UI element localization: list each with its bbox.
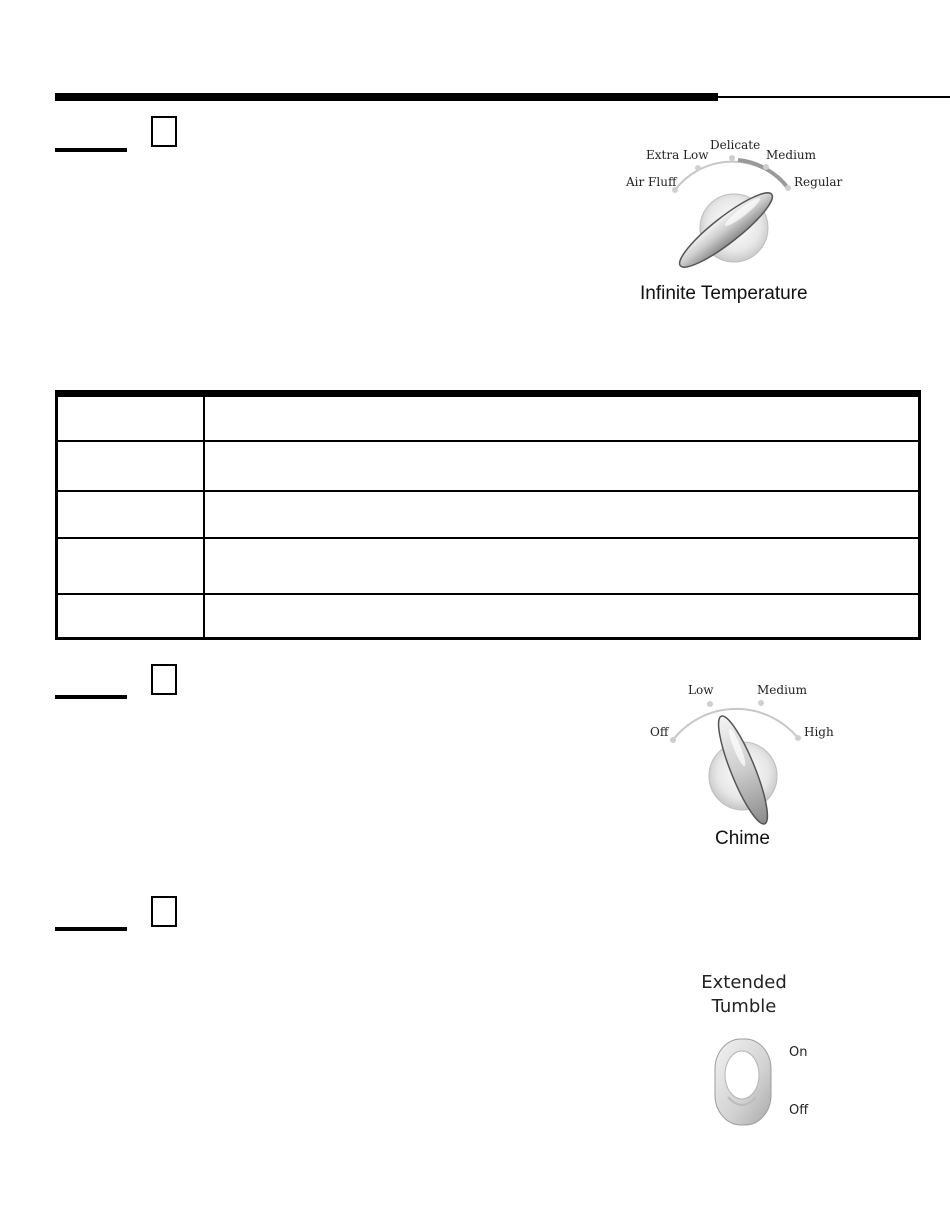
table-cell <box>204 441 920 491</box>
rocker-switch-icon <box>710 1035 780 1130</box>
table-cell <box>204 594 920 639</box>
chime-dial-caption: Chime <box>715 828 770 849</box>
switch-off-label: Off <box>789 1103 809 1118</box>
extended-tumble-caption-line2: Tumble <box>711 996 777 1017</box>
temperature-dial-knob-icon <box>600 130 860 280</box>
section-underline <box>55 695 127 699</box>
chime-setting-high: High <box>804 725 834 739</box>
header-rule-thick <box>55 93 718 101</box>
table-cell <box>57 441 205 491</box>
section-number-box <box>151 664 177 695</box>
section-number-box <box>151 896 177 927</box>
table-row <box>57 441 920 491</box>
settings-table <box>55 390 921 640</box>
table-cell <box>57 594 205 639</box>
table-cell <box>57 538 205 594</box>
chime-setting-off: Off <box>650 725 669 739</box>
table-cell <box>204 491 920 538</box>
section-number-box <box>151 116 177 147</box>
section-underline <box>55 148 127 152</box>
temperature-setting-medium: Medium <box>766 148 817 162</box>
header-rule-thin <box>718 96 950 98</box>
table-row <box>57 491 920 538</box>
table-row <box>57 394 920 441</box>
temperature-setting-air-fluff: Air Fluff <box>626 175 677 189</box>
section-underline <box>55 927 127 931</box>
temperature-setting-extra-low: Extra Low <box>646 148 709 162</box>
extended-tumble-caption-line1: Extended <box>701 972 787 993</box>
extended-tumble-caption <box>684 971 804 1019</box>
temperature-dial-caption: Infinite Temperature <box>640 283 808 304</box>
chime-dial-knob-icon <box>640 680 840 825</box>
chime-setting-low: Low <box>688 683 714 697</box>
table-cell <box>57 394 205 441</box>
table-cell <box>57 491 205 538</box>
table-row <box>57 594 920 639</box>
table-row <box>57 538 920 594</box>
switch-on-label: On <box>789 1045 808 1060</box>
temperature-setting-regular: Regular <box>794 175 843 189</box>
chime-setting-medium: Medium <box>757 683 808 697</box>
temperature-setting-delicate: Delicate <box>710 138 761 152</box>
table-cell <box>204 538 920 594</box>
table-cell <box>204 394 920 441</box>
